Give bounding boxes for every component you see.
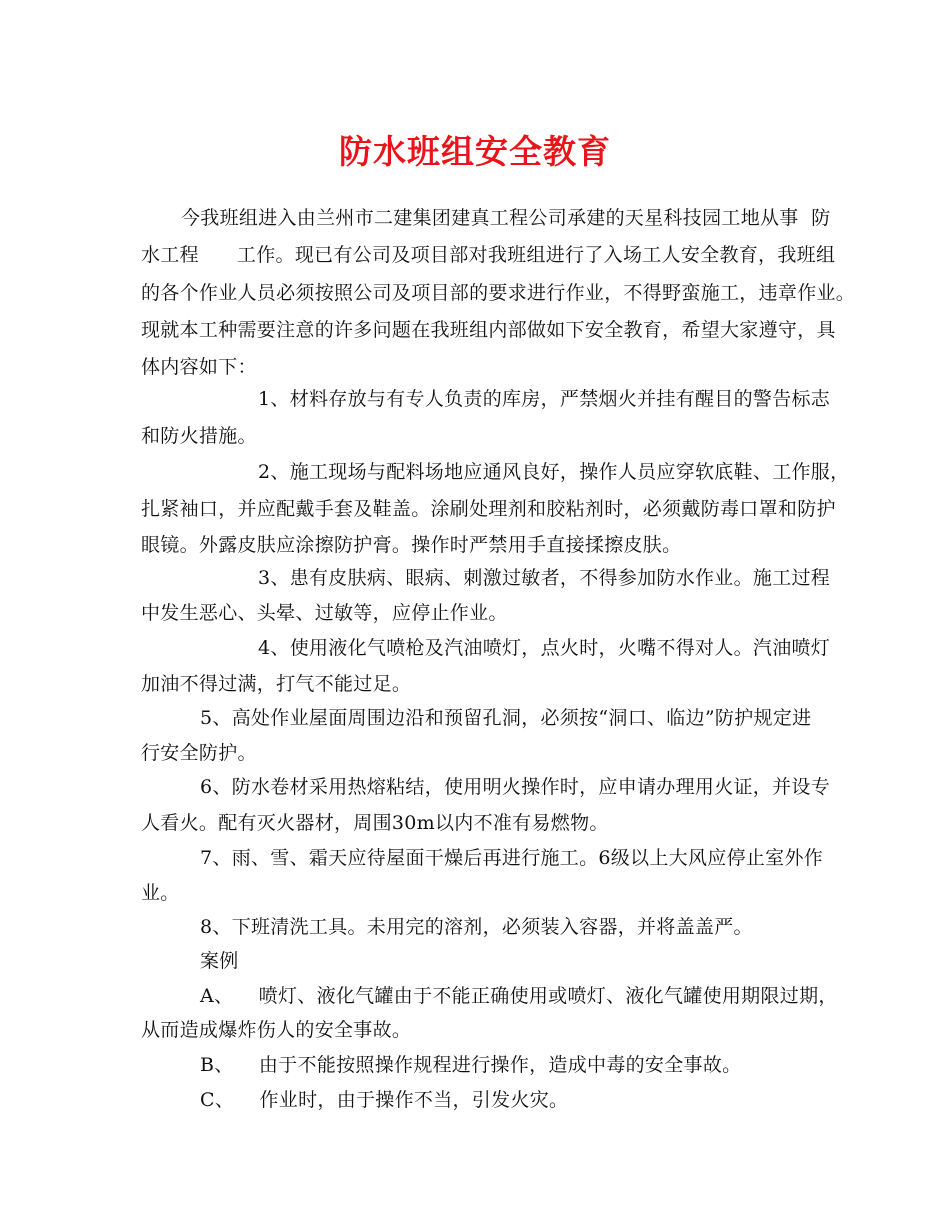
paragraph-line: 4、使用液化气喷枪及汽油喷灯，点火时，火嘴不得对人。汽油喷灯 xyxy=(258,637,831,659)
paragraph-line: 的各个作业人员必须按照公司及项目部的要求进行作业，不得野蛮施工，违章作业。 xyxy=(141,282,856,304)
document-title: 防水班组安全教育 xyxy=(339,132,611,171)
paragraph-line: 8、下班清洗工具。未用完的溶剂，必须装入容器，并将盖盖严。 xyxy=(200,916,753,938)
paragraph-line: 行安全防护。 xyxy=(141,742,257,764)
case-item: C、 作业时，由于操作不当，引发火灾。 xyxy=(200,1089,569,1111)
paragraph-line: 今我班组进入由兰州市二建集团建真工程公司承建的天星科技园工地从事 防 xyxy=(181,207,831,229)
paragraph-line: 体内容如下： xyxy=(141,356,257,378)
paragraph-line: 2、施工现场与配料场地应通风良好，操作人员应穿软底鞋、工作服， xyxy=(258,461,850,483)
case-item: B、 由于不能按照操作规程进行操作，造成中毒的安全事故。 xyxy=(200,1054,742,1076)
paragraph-line: 5、高处作业屋面周围边沿和预留孔洞，必须按“洞口、临边”防护规定进 xyxy=(200,707,812,729)
paragraph-line: 7、雨、雪、霜天应待屋面干燥后再进行施工。6级以上大风应停止室外作 xyxy=(200,847,824,869)
paragraph-line: 业。 xyxy=(141,882,180,904)
paragraph-line: 人看火。配有灭火器材，周围30m以内不准有易燃物。 xyxy=(141,812,609,834)
section-heading: 案例 xyxy=(200,950,239,972)
paragraph-line: 现就本工种需要注意的许多问题在我班组内部做如下安全教育，希望大家遵守，具 xyxy=(141,319,836,341)
paragraph-line: 加油不得过满，打气不能过足。 xyxy=(141,673,412,695)
paragraph-line: 和防火措施。 xyxy=(141,425,257,447)
paragraph-line: 1、材料存放与有专人负责的库房，严禁烟火并挂有醒目的警告标志 xyxy=(258,388,831,410)
paragraph-line: 水工程 工作。现已有公司及项目部对我班组进行了入场工人安全教育，我班组 xyxy=(141,244,836,266)
paragraph-line: 3、患有皮肤病、眼病、刺激过敏者，不得参加防水作业。施工过程 xyxy=(258,567,831,589)
paragraph-line: 6、防水卷材采用热熔粘结，使用明火操作时，应申请办理用火证，并设专 xyxy=(200,776,830,798)
paragraph-line: 扎紧袖口，并应配戴手套及鞋盖。涂刷处理剂和胶粘剂时，必须戴防毒口罩和防护 xyxy=(141,498,836,520)
paragraph-line: 眼镜。外露皮肤应涂擦防护膏。操作时严禁用手直接揉擦皮肤。 xyxy=(141,534,682,556)
paragraph-line: 从而造成爆炸伤人的安全事故。 xyxy=(141,1019,412,1041)
case-item: A、 喷灯、液化气罐由于不能正确使用或喷灯、液化气罐使用期限过期， xyxy=(200,985,838,1007)
paragraph-line: 中发生恶心、头晕、过敏等，应停止作业。 xyxy=(141,602,508,624)
